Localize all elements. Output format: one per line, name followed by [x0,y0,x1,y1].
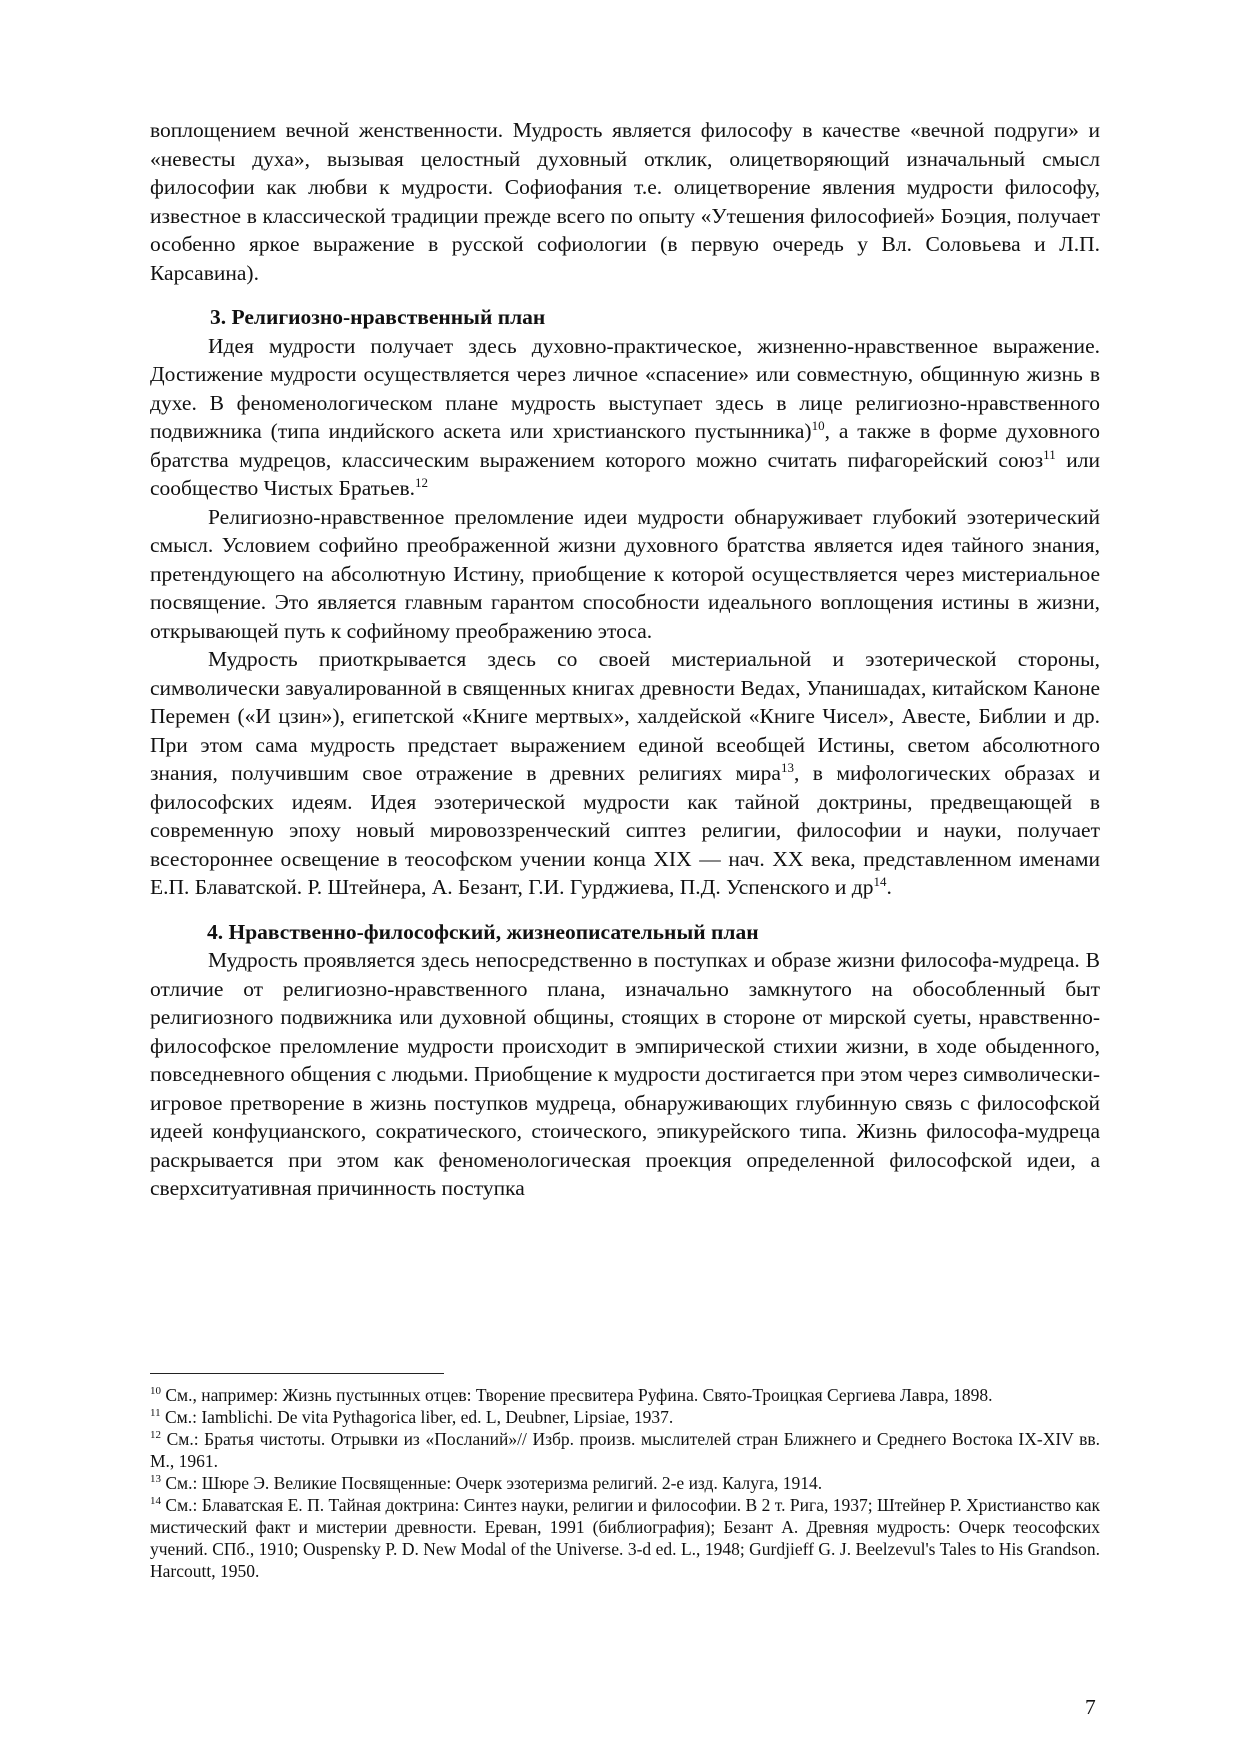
paragraph-religious-1 [150,332,1100,503]
footnote-11 [150,1406,1100,1428]
footnote-ref-14[interactable]: 14 [873,873,887,889]
footnote-ref-11[interactable]: 11 [1043,446,1056,462]
footnote-ref-12[interactable]: 12 [415,474,429,490]
footnote-10 [150,1384,1100,1406]
footnote-text: См.: Блаватская Е. П. Тайная доктрина: Синтез науки, религии и философии. В 2 т. Рига, 1937; Штейнер Р. Христианство как мистический факт и мистерии древности. Ереван, 1991 (библиография); Безант А. Древняя мудрость: Очерк теософских учений. СПб., 1910; Ouspensky P. D. New Modal of the Universe. 3-d ed. L., 1948; Gurdjieff G. J. Beelzevul's Tales to His Grandson. Harcoutt, 1950. [150,1495,1100,1581]
footnote-text: См.: Шюре Э. Великие Посвященные: Очерк эзотеризма религий. 2-е изд. Калуга, 1914. [161,1473,823,1493]
main-text [150,116,1100,1203]
paragraph-religious-3 [150,645,1100,902]
footnote-number: 10 [150,1385,161,1398]
footnote-ref-13[interactable]: 13 [780,759,794,775]
footnote-text: См.: Братья чистоты. Отрывки из «Посланий»// Избр. произв. мыслителей стран Ближнего и Среднего Востока IX-XIV вв. М., 1961. [150,1429,1100,1471]
paragraph-text: , а также в форме духовного братства мудрецов, классическим выражением которого можно считать пифагорейский союз [150,419,1100,472]
paragraph-text: , в мифологических образах и философских идеям. Идея эзотерической мудрости как тайной доктрины, предвещающей в современную эпоху новый мировоззренческий сиптез религии, философии и науки, получает всестороннее освещение в теософском учении конца XIX — нач. XX века, представленном именами Е.П. Блаватской. Р. Штейнера, А. Безант, Г.И. Гурджиева, П.Д. Успенского и др [150,761,1101,899]
footnotes [150,1384,1100,1582]
footnote-text: См., например: Жизнь пустынных отцев: Творение пресвитера Руфина. Свято-Троицкая Сергиева Лавра, 1898. [161,1385,993,1405]
paragraph-text: или сообщество Чистых Братьев. [150,447,1100,500]
paragraph-moral-1: Мудрость проявляется здесь непосредственно в поступках и образе жизни философа-мудреца. В отличие от религиозно-нравственного плана, изначально замкнутого на обособленный быт религиозного подвижника или духовной общины, стоящих в стороне от мирской суеты, нравственно-философское преломление мудрости происходит в эмпирической стихии жизни, в ходе обыденного, повседневного общения с людьми. Приобщение к мудрости достигается при этом через символически-игровое претворение в жизнь поступков мудреца, обнаруживающих глубинную связь с философской идеей конфуцианского, сократического, стоического, эпикурейского типа. Жизнь философа-мудреца раскрывается при этом как феноменологическая проекция определенной философской идеи, а сверхситуативная причинность поступка [150,948,1100,1200]
paragraph-text: . [886,875,892,899]
footnote-ref-10[interactable]: 10 [811,417,825,433]
footnote-number: 12 [150,1429,161,1442]
spacer [150,287,1100,303]
footnote-number: 11 [150,1407,161,1420]
page-number: 7 [1085,1695,1096,1719]
footnote-12 [150,1428,1100,1472]
footnote-13 [150,1472,1100,1494]
section-heading-4: 4. Нравственно-философский, жизнеописательный план [207,919,759,944]
paragraph-text: Мудрость приоткрывается здесь со своей мистериальной и эзотерической стороны, символически завуалированной в священных книгах древности Ведах, Упанишадах, китайском Каноне Перемен («И цзин»), египетской «Книге мертвых», халдейской «Книге Чисел», Авесте, Библии и др. При этом сама мудрость предстает выражением единой всеобщей Истины, светом абсолютного знания, получившим свое отражение в древних религиях мира [150,647,1100,785]
footnote-14 [150,1494,1100,1582]
footnote-number: 14 [150,1495,161,1508]
paragraph-text: Идея мудрости получает здесь духовно-практическое, жизненно-нравственное выражение. Достижение мудрости осуществляется через личное «спасение» или совместную, общинную жизнь в духе. В феноменологическом плане мудрость выступает здесь в лице религиозно-нравственного подвижника (типа индийского аскета или христианского пустынника) [150,333,1100,443]
paragraph-continuation: воплощением вечной женственности. Мудрость является философу в качестве «вечной подруги» и «невесты духа», вызывая целостный духовный отклик, олицетворяющий изначальный смысл философии как любви к мудрости. Софиофания т.е. олицетворение явления мудрости философу, известное в классической традиции прежде всего по опыту «Утешения философией» Боэция, получает особенно яркое выражение в русской софиологии (в первую очередь у Вл. Соловьева и Л.П. Карсавина). [150,118,1100,285]
section-heading-3: 3. Религиозно-нравственный план [210,305,546,329]
spacer [150,902,1100,918]
footnote-text: См.: Iamblichi. De vita Pythagorica liber, ed. L, Deubner, Lipsiae, 1937. [160,1407,674,1427]
footnote-number: 13 [150,1473,161,1486]
paragraph-religious-2: Религиозно-нравственное преломление идеи мудрости обнаруживает глубокий эзотерический смысл. Условием софийно преображенной жизни духовного братства является идея тайного знания, претендующего на абсолютную Истину, приобщение к которой осуществляется через мистериальное посвящение. Это является главным гарантом способности идеального воплощения истины в жизни, открывающей путь к софийному преображению этоса. [150,504,1100,643]
footnote-separator [150,1373,444,1374]
